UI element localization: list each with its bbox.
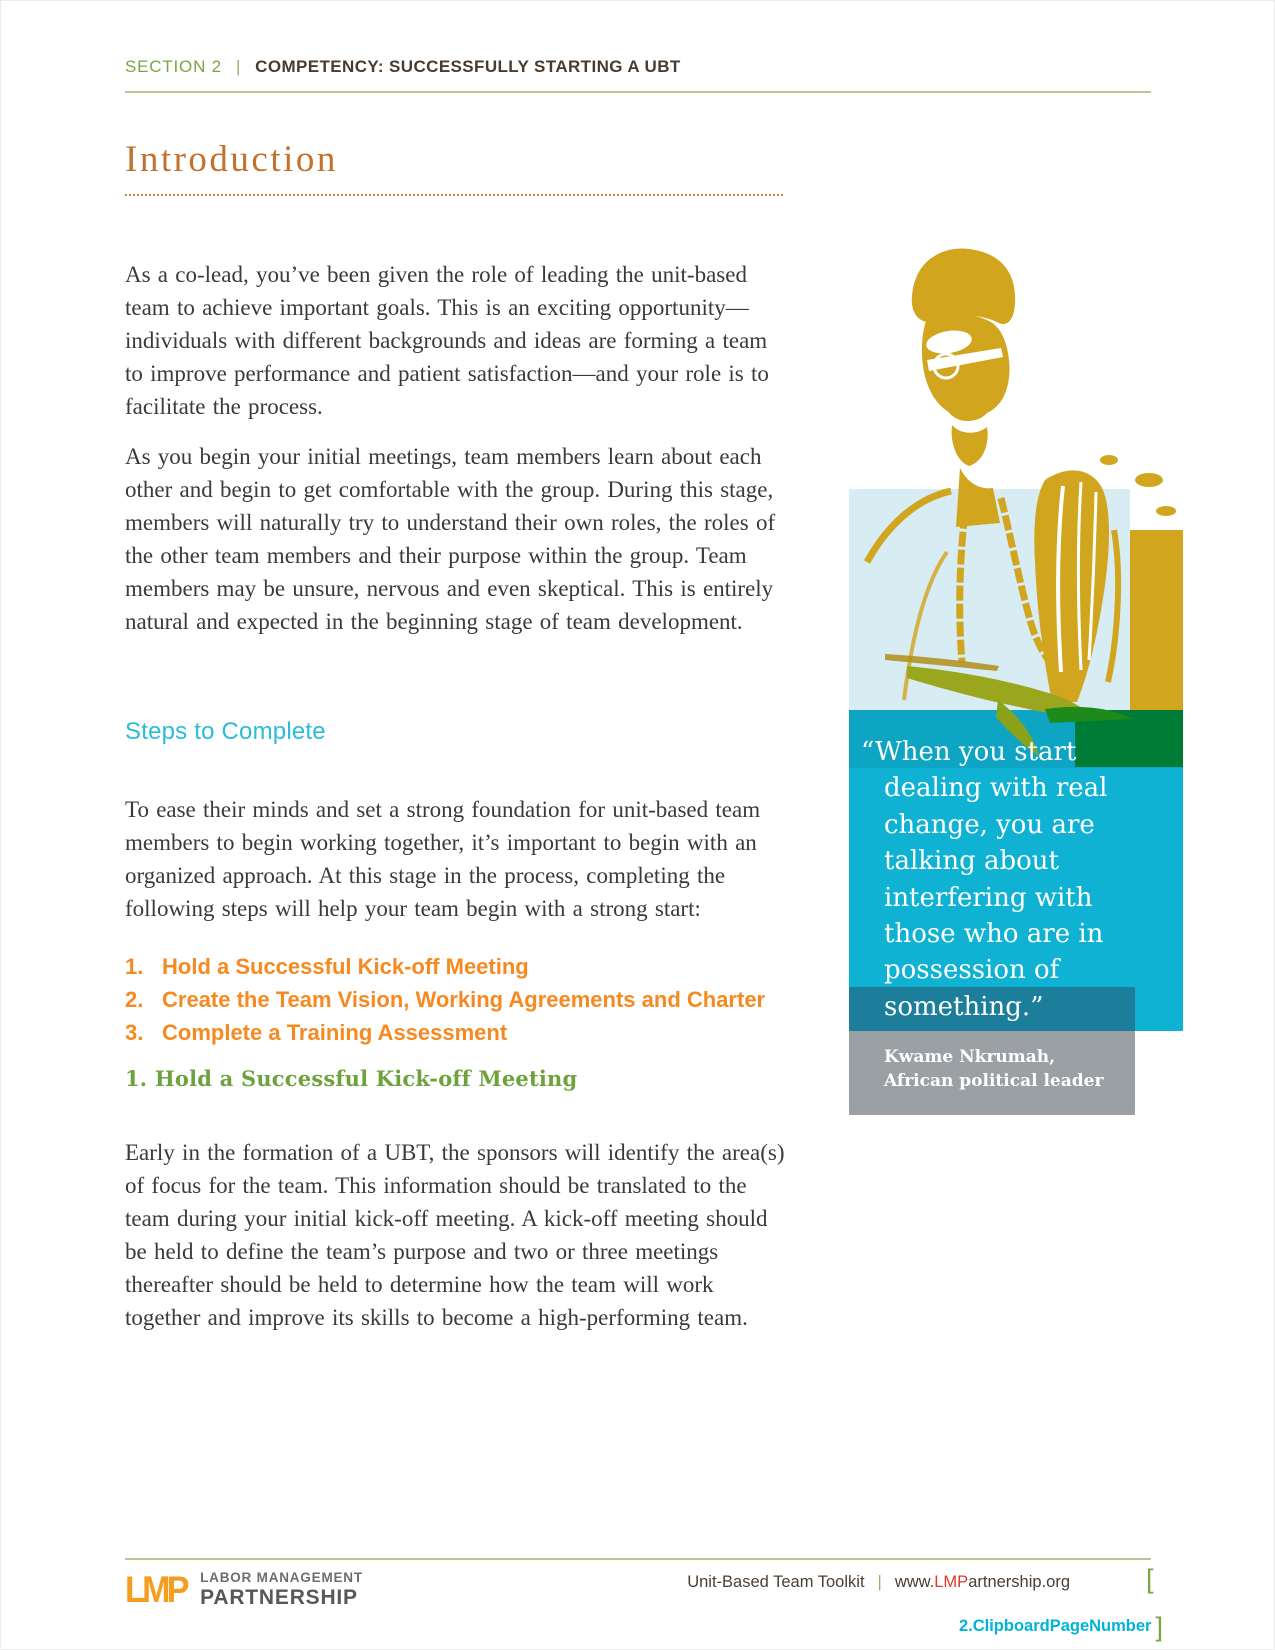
footer-meta xyxy=(687,1573,1070,1592)
competency-title: COMPETENCY: SUCCESSFULLY STARTING A UBT xyxy=(255,57,681,76)
attribution-name: Kwame Nkrumah, xyxy=(884,1047,1056,1067)
footer-rule xyxy=(125,1558,1151,1560)
page-number xyxy=(959,1612,1163,1643)
lmp-logo-text xyxy=(200,1570,363,1610)
intro-paragraph-1: As a co-lead, you’ve been given the role of leading the unit-based team to achieve important goals. This is an exciting opportunity—individuals with different backgrounds and ideas are forming a team to improve performance and patient satisfaction—and your role is to facilitate the process. xyxy=(125,262,769,419)
kickoff-sub-heading: 1. Hold a Successful Kick-off Meeting xyxy=(125,1066,578,1091)
section-label: SECTION 2 xyxy=(125,57,222,76)
quote-line: something.” xyxy=(884,991,1044,1022)
kickoff-paragraph: Early in the formation of a UBT, the sponsors will identify the area(s) of focus for the team. This information should be translated to the team during your initial kick-off meeting. A kick-off meeting should be held to define the team’s purpose and two or three meetings thereafter should be held to determine how the team will work together and improve its skills to become a high-performing team. xyxy=(125,1140,785,1330)
list-item-label: Create the Team Vision, Working Agreements and Charter xyxy=(162,987,766,1012)
intro-paragraph-2: As you begin your initial meetings, team members learn about each other and begin to get comfortable with the group. During this stage, members will naturally try to understand their own roles, the roles of the other team members and their purpose within the group. Team members may be unsure, nervous and even skeptical. This is entirely natural and expected in the beginning stage of team development. xyxy=(125,444,776,634)
list-item-number: 2. xyxy=(125,987,144,1012)
list-item-label: Hold a Successful Kick-off Meeting xyxy=(162,954,529,979)
website-link[interactable]: www.LMPartnership.org xyxy=(894,1573,1070,1591)
list-item xyxy=(125,983,765,1016)
logo-line1: LABOR MANAGEMENT xyxy=(200,1570,363,1585)
quote-line: dealing with real xyxy=(884,773,1108,804)
page-number-bracket-close: ] xyxy=(1155,1612,1163,1642)
steps-lead-paragraph: To ease their minds and set a strong foundation for unit-based team members to begin working together, it’s important to begin with an organized approach. At this stage in the process, completing the following steps will help your team begin with a strong start: xyxy=(125,797,761,921)
list-item xyxy=(125,950,765,983)
logo-line2: PARTNERSHIP xyxy=(200,1586,358,1609)
page-number-bracket-open: [ xyxy=(1146,1564,1154,1594)
header-rule xyxy=(125,91,1151,93)
steps-list xyxy=(125,950,765,1049)
list-item xyxy=(125,1016,765,1049)
list-item-label: Complete a Training Assessment xyxy=(162,1020,508,1045)
quote-line: those who are in xyxy=(884,919,1104,950)
quote-line: talking about xyxy=(884,846,1059,877)
list-item-number: 3. xyxy=(125,1020,144,1045)
lmp-logo xyxy=(125,1570,363,1610)
header-divider: | xyxy=(235,57,242,76)
quote-line: possession of xyxy=(884,955,1060,986)
title-dotted-rule xyxy=(125,178,783,196)
duotone-clinician-photo xyxy=(849,230,1183,770)
quote-line: interfering with xyxy=(884,882,1093,913)
page-number-placeholder: 2.ClipboardPageNumber xyxy=(958,1617,1152,1635)
quote-line: “When you start xyxy=(861,737,1077,767)
lmp-logo-mark: LMP xyxy=(125,1569,186,1610)
url-brand: LMP xyxy=(934,1573,969,1591)
section-header xyxy=(125,57,681,77)
page-title: Introduction xyxy=(125,139,338,180)
footer-divider: | xyxy=(877,1573,882,1591)
steps-to-complete-heading: Steps to Complete xyxy=(125,718,326,745)
quote-attribution-block xyxy=(849,1031,1135,1115)
toolkit-label: Unit-Based Team Toolkit xyxy=(687,1573,865,1591)
list-item-number: 1. xyxy=(125,954,144,979)
pull-quote xyxy=(849,710,1183,1025)
attribution-title: African political leader xyxy=(884,1071,1104,1091)
quote-line: change, you are xyxy=(884,809,1095,840)
